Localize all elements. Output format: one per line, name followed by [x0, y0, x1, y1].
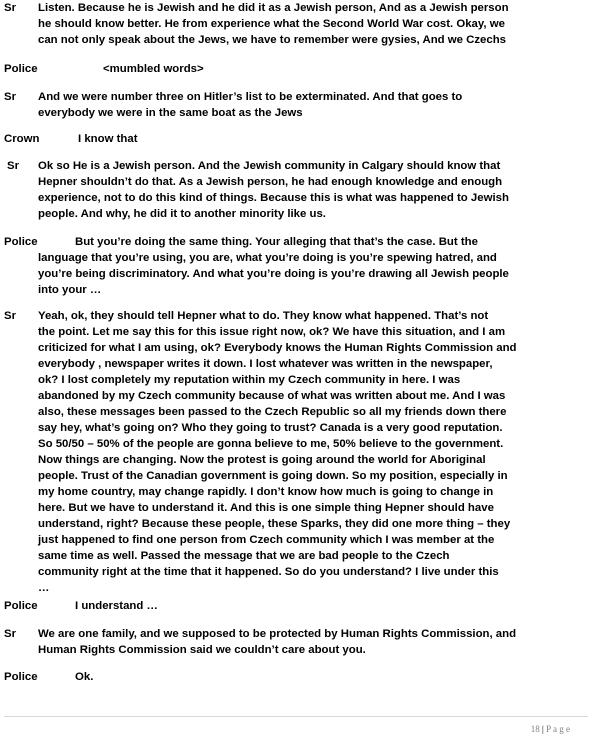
transcript-line: … [38, 582, 50, 594]
transcript-line: We are one family, and we supposed to be protected by Human Rights Commission, and [38, 628, 517, 640]
transcript-line: Ok. [75, 671, 94, 683]
speaker-label: Police [4, 63, 38, 75]
speaker-label: Sr [4, 2, 17, 14]
transcript-line: my home country, may change rapidly. I don’t know how much is going to change in [38, 486, 494, 498]
transcript-line: Now things are changing. Now the protest is going around the world for Aboriginal [38, 454, 486, 466]
speaker-label: Police [4, 600, 38, 612]
transcript-line: everybody , newspaper writes it down. I lost whatever was written in the newspaper, [38, 358, 493, 370]
transcript-line: say hey, what’s going on? Who they going to trust? Canada is a very good reputation. [38, 422, 503, 434]
transcript-line: But you’re doing the same thing. Your alleging that that’s the case. But the [75, 236, 478, 248]
transcript-line: criticized for what I am using, ok? Everybody knows the Human Rights Commission and [38, 342, 517, 354]
transcript-line: just happened to find one person from Czech community which I was member at the [38, 534, 495, 546]
speaker-label: Sr [4, 91, 17, 103]
transcript-line: language that you’re using, you are, what you’re doing is you’re spewing hatred, and [38, 252, 497, 264]
transcript-line: understand, right? Because these people, these Sparks, they did one more thing – they [38, 518, 511, 530]
transcript-line: can not only speak about the Jews, we have to remember were gysies, And we Czechs [38, 34, 507, 46]
transcript-line: also, these messages been passed to the Czech Republic so all my friends down there [38, 406, 507, 418]
transcript-line: Human Rights Commission said we couldn’t care about you. [38, 644, 366, 656]
transcript-line: here. But we have to understand it. And this is one simple thing Hepner should have [38, 502, 494, 514]
page-label: P a g e [546, 724, 570, 734]
transcript-line: people. And why, he did it to another minority like us. [38, 208, 326, 220]
page-indicator [531, 724, 570, 734]
transcript-line: Hepner shouldn’t do that. As a Jewish person, he had enough knowledge and enough [38, 176, 503, 188]
speaker-label: Police [4, 236, 38, 248]
transcript-line: people. Trust of the Canadian government is going down. So my position, especially in [38, 470, 508, 482]
transcript-line: same time as well. Passed the message that we are bad people to the Czech [38, 550, 450, 562]
transcript-line: into your … [38, 284, 102, 296]
speaker-label: Sr [4, 310, 17, 322]
transcript-line: I understand … [75, 600, 158, 612]
footer-divider [4, 716, 588, 717]
page-number: 18 [530, 724, 540, 734]
transcript-line: experience, not to do this kind of things. Because this is what was happened to Jewish [38, 192, 509, 204]
speaker-label: Sr [4, 628, 17, 640]
transcript-line: Ok so He is a Jewish person. And the Jewish community in Calgary should know that [38, 160, 501, 172]
transcript-line: So 50/50 – 50% of the people are gonna believe to me, 50% believe to the government. [38, 438, 504, 450]
transcript-line: Listen. Because he is Jewish and he did it as a Jewish person, And as a Jewish person [38, 2, 509, 14]
speaker-label: Crown [4, 133, 40, 145]
transcript-line: everybody we were in the same boat as the Jews [38, 107, 303, 119]
speaker-label: Police [4, 671, 38, 683]
page-footer [0, 716, 592, 739]
transcript-line: And we were number three on Hitler’s list to be exterminated. And that goes to [38, 91, 463, 103]
speaker-label: Sr [7, 160, 20, 172]
transcript-line: Yeah, ok, they should tell Hepner what to do. They know what happened. That’s not [38, 310, 489, 322]
transcript-line: ok? I lost completely my reputation within my Czech community in here. I was [38, 374, 461, 386]
transcript-line: I know that [78, 133, 138, 145]
page-separator: | [542, 724, 544, 734]
transcript-line: the point. Let me say this for this issue right now, ok? We have this situation, and I am [38, 326, 506, 338]
transcript-line: you’re being discriminatory. And what you’re doing is you’re drawing all Jewish people [38, 268, 509, 280]
transcript-line: <mumbled words> [103, 63, 204, 75]
transcript-line: abandoned by my Czech community because of what was written about me. And I was [38, 390, 506, 402]
transcript-line: he should know better. He from experience what the Second World War cost. Okay, we [38, 18, 505, 30]
transcript-line: community right at the time that it happened. So do you understand? I live under this [38, 566, 499, 578]
